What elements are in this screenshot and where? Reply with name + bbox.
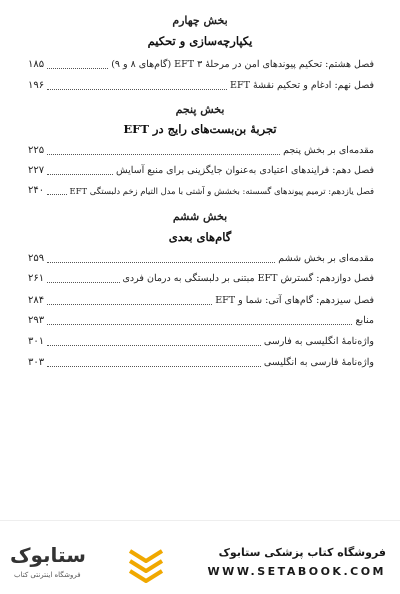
store-footer	[0, 520, 400, 594]
toc-entry-page: ۲۵۹	[28, 253, 45, 264]
part-title: بخش چهارم	[172, 14, 228, 27]
leader-dots	[47, 173, 113, 175]
toc-entry[interactable]	[28, 356, 374, 370]
toc-entry-label: مقدمه‌ای بر بخش ششم	[278, 253, 374, 264]
part-subtitle: یکپارچه‌سازی و تحکیم	[147, 34, 253, 48]
logo-wordmark: ستابوک	[10, 543, 86, 567]
toc-entry-label: واژه‌نامهٔ فارسی به انگلیسی	[263, 357, 374, 368]
leader-dots	[47, 88, 227, 90]
toc-entry-page: ۲۲۵	[28, 145, 45, 156]
toc-entry-page: ۲۶۱	[28, 273, 45, 284]
leader-dots	[47, 193, 66, 195]
toc-entry-label: فصل نهم: ادغام و تحکیم نقشهٔ EFT	[230, 80, 374, 91]
toc-entry[interactable]	[28, 335, 374, 349]
toc-entry-label: واژه‌نامهٔ انگلیسی به فارسی	[263, 336, 374, 347]
toc-entry-label: فصل دهم: فرایندهای اعتیادی به‌عنوان جایگزینی برای منبع آسایش	[116, 165, 374, 176]
part-title: بخش ششم	[172, 210, 228, 223]
toc-entry[interactable]	[28, 79, 374, 93]
toc-entry[interactable]	[28, 314, 374, 328]
toc-entry[interactable]	[28, 294, 374, 308]
toc-entry[interactable]	[28, 184, 374, 198]
toc-entry-label: مقدمه‌ای بر بخش پنجم	[283, 145, 374, 156]
toc-entry[interactable]	[28, 272, 374, 286]
toc-entry[interactable]	[28, 164, 374, 178]
toc-entry-page: ۳۰۱	[28, 336, 45, 347]
toc-entry[interactable]	[28, 58, 374, 72]
store-logo[interactable]	[10, 543, 170, 589]
logo-tagline: فروشگاه اینترنتی کتاب	[14, 571, 81, 579]
toc-entry-label: فصل سیزدهم: گام‌های آتی: شما و EFT	[215, 295, 374, 306]
setabook-logo-icon	[128, 545, 164, 585]
toc-entry-page: ۲۹۳	[28, 315, 45, 326]
toc-entry-label: فصل هشتم: تحکیم پیوندهای امن در مرحلهٔ ۳ EFT (گام‌های ۸ و ۹)	[111, 59, 374, 70]
store-website-link[interactable]: WWW.SETABOOK.COM	[207, 565, 386, 578]
toc-entry[interactable]	[28, 144, 374, 158]
part-subtitle: تجربهٔ بن‌بست‌های رایج در EFT	[123, 122, 277, 136]
part-title: بخش پنجم	[175, 103, 225, 116]
toc-entry-label: فصل دوازدهم: گسترش EFT مبتنی بر دلبستگی به درمان فردی	[122, 273, 374, 284]
leader-dots	[47, 281, 119, 283]
leader-dots	[47, 323, 352, 325]
store-name: فروشگاه کتاب پزشکی ستابوک	[218, 546, 386, 559]
toc-entry-page: ۱۸۵	[28, 59, 45, 70]
leader-dots	[47, 344, 261, 346]
leader-dots	[47, 261, 275, 263]
toc-entry-label: فصل یازدهم: ترمیم پیوندهای گسسته: بخشش و آشتی با مدل التیام زخم دلبستگی EFT	[69, 186, 374, 196]
toc-entry-label: منابع	[355, 315, 374, 326]
toc-entry-page: ۲۲۷	[28, 165, 45, 176]
toc-entry[interactable]	[28, 252, 374, 266]
leader-dots	[47, 67, 108, 69]
toc-entry-page: ۲۴۰	[28, 185, 45, 196]
leader-dots	[47, 303, 212, 305]
leader-dots	[47, 153, 280, 155]
toc-entry-page: ۱۹۶	[28, 80, 45, 91]
part-subtitle: گام‌های بعدی	[168, 230, 232, 244]
toc-entry-page: ۳۰۳	[28, 357, 45, 368]
toc-entry-page: ۲۸۴	[28, 295, 45, 306]
leader-dots	[47, 365, 261, 367]
